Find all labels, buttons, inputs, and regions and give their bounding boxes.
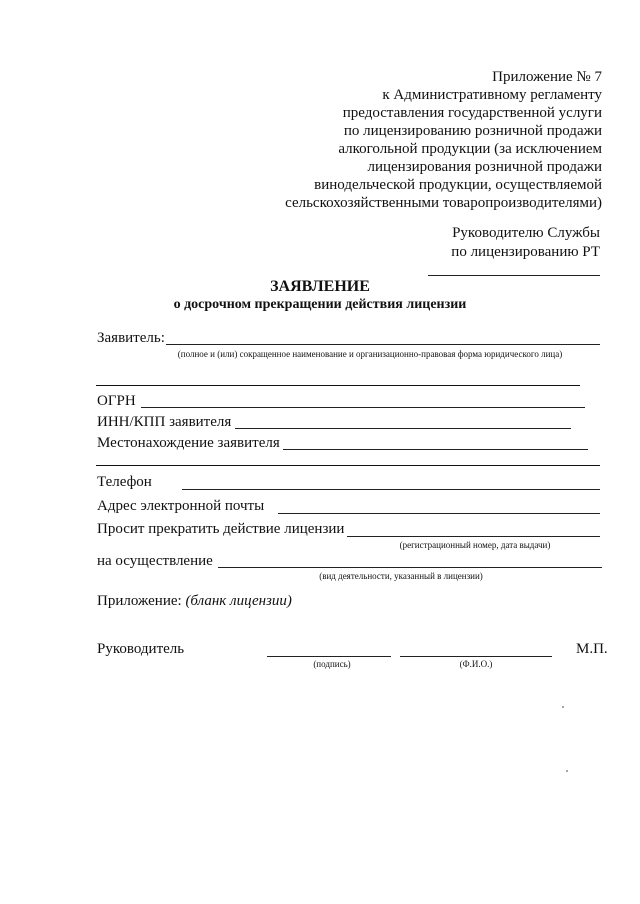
scan-speck [566, 770, 568, 772]
activity-hint: (вид деятельности, указанный в лицензии) [319, 571, 483, 581]
inn-label: ИНН/КПП заявителя [97, 414, 232, 430]
email-field-line[interactable] [278, 513, 600, 514]
terminate-label: Просит прекратить действие лицензии [97, 521, 345, 537]
attachment-line [97, 592, 292, 610]
recipient-line-2: по лицензированию РТ [451, 244, 600, 260]
phone-field-line[interactable] [182, 489, 600, 490]
location-field-line[interactable] [283, 449, 588, 450]
applicant-field-line-2[interactable] [96, 385, 580, 386]
applicant-label: Заявитель: [97, 330, 165, 346]
signature-field-line[interactable] [267, 656, 391, 657]
annex-line: предоставления государственной услуги [342, 105, 602, 121]
activity-label: на осуществление [97, 553, 213, 569]
ogrn-field-line[interactable] [141, 407, 585, 408]
signature-hint: (подпись) [313, 659, 351, 669]
annex-line: сельскохозяйственными товаропроизводителями) [285, 195, 602, 211]
recipient-line-1: Руководителю Службы [452, 225, 600, 241]
scan-speck [562, 706, 564, 708]
document-subtitle: о досрочном прекращении действия лицензии [173, 297, 467, 312]
attachment-label: Приложение: [97, 593, 182, 609]
recipient-block [451, 224, 600, 262]
location-label: Местонахождение заявителя [97, 435, 280, 451]
recipient-name-line[interactable] [428, 275, 600, 276]
annex-line: по лицензированию розничной продажи [343, 123, 602, 139]
annex-line: алкогольной продукции (за исключением [338, 141, 602, 157]
terminate-hint: (регистрационный номер, дата выдачи) [399, 540, 551, 550]
document-title: ЗАЯВЛЕНИЕ [270, 278, 370, 295]
annex-line: винодельческой продукции, осуществляемой [314, 177, 602, 193]
applicant-field-line[interactable] [166, 344, 600, 345]
annex-header [285, 68, 602, 212]
annex-line: лицензирования розничной продажи [367, 159, 602, 175]
full-name-field-line[interactable] [400, 656, 552, 657]
terminate-field-line[interactable] [347, 536, 600, 537]
inn-field-line[interactable] [235, 428, 571, 429]
annex-line: к Административному регламенту [382, 87, 602, 103]
phone-label: Телефон [97, 474, 152, 490]
head-label: Руководитель [97, 641, 185, 657]
email-label: Адрес электронной почты [97, 498, 265, 514]
activity-field-line[interactable] [218, 567, 602, 568]
applicant-hint: (полное и (или) сокращенное наименование и организационно-правовая форма юридического лица) [177, 349, 563, 359]
attachment-value: (бланк лицензии) [185, 593, 292, 609]
ogrn-label: ОГРН [97, 393, 136, 409]
stamp-label: М.П. [576, 641, 608, 657]
full-name-hint: (Ф.И.О.) [459, 659, 493, 669]
location-field-line-2[interactable] [96, 465, 600, 466]
annex-line: Приложение № 7 [492, 69, 602, 85]
